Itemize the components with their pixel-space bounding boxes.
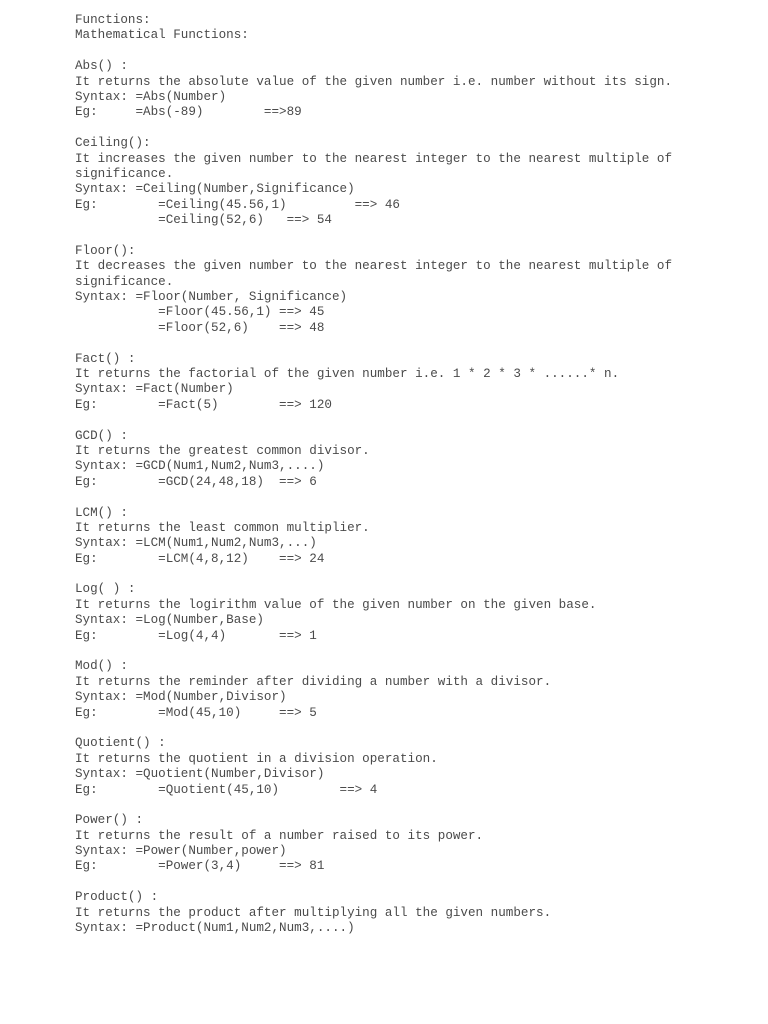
section-spacer [75,875,755,890]
function-text-line: Eg: =LCM(4,8,12) ==> 24 [75,551,325,566]
function-section [75,659,755,721]
function-text-line: significance. [75,274,174,289]
function-heading: Mod() : [75,659,128,674]
function-section [75,136,755,228]
function-text-line: Eg: =Abs(-89) ==>89 [75,105,302,120]
function-section [75,59,755,121]
function-text-line: Syntax: =Log(Number,Base) [75,613,264,628]
function-text-line: =Floor(52,6) ==> 48 [75,320,325,335]
function-text-line: =Floor(45.56,1) ==> 45 [75,305,325,320]
function-heading: Abs() : [75,59,128,74]
function-text-line: It returns the reminder after dividing a number with a divisor. [75,674,552,689]
function-text-line: Eg: =Mod(45,10) ==> 5 [75,705,317,720]
section-spacer [75,644,755,659]
function-section [75,582,755,644]
function-text-line: Syntax: =Product(Num1,Num2,Num3,....) [75,921,355,936]
function-sections [75,44,755,937]
function-heading: GCD() : [75,428,128,443]
function-text-line: It returns the quotient in a division operation. [75,751,438,766]
function-section [75,244,755,336]
function-text-line: It returns the result of a number raised to its power. [75,828,484,843]
function-text-line: Eg: =Fact(5) ==> 120 [75,397,332,412]
function-section [75,813,755,875]
section-spacer [75,567,755,582]
function-text-line: Eg: =Log(4,4) ==> 1 [75,628,317,643]
function-text-line: Syntax: =GCD(Num1,Num2,Num3,....) [75,459,325,474]
function-heading: Fact() : [75,351,136,366]
section-spacer [75,798,755,813]
function-text-line: It returns the factorial of the given number i.e. 1 * 2 * 3 * ......* n. [75,366,620,381]
function-text-line: It returns the greatest common divisor. [75,443,370,458]
section-spacer [75,721,755,736]
function-text-line: It increases the given number to the nearest integer to the nearest multiple of [75,151,673,166]
function-text-line: Eg: =GCD(24,48,18) ==> 6 [75,474,317,489]
function-text-line: significance. [75,166,174,181]
function-text-line: Syntax: =Floor(Number, Significance) [75,290,348,305]
function-heading: Log( ) : [75,582,136,597]
function-heading: Quotient() : [75,736,166,751]
function-text-line: It returns the least common multiplier. [75,520,370,535]
function-text-line: Syntax: =Fact(Number) [75,382,234,397]
function-section [75,429,755,491]
function-text-line: It decreases the given number to the nearest integer to the nearest multiple of [75,259,673,274]
section-spacer [75,413,755,428]
function-text-line: It returns the logirithm value of the given number on the given base. [75,597,597,612]
function-text-line: Eg: =Power(3,4) ==> 81 [75,859,325,874]
function-text-line: Eg: =Ceiling(45.56,1) ==> 46 [75,197,400,212]
section-spacer [75,121,755,136]
document-subtitle: Mathematical Functions: [75,28,249,43]
function-heading: Product() : [75,890,159,905]
function-section [75,736,755,798]
section-spacer [75,228,755,243]
function-text-line: Eg: =Quotient(45,10) ==> 4 [75,782,378,797]
function-heading: Floor(): [75,243,136,258]
function-text-line: Syntax: =Power(Number,power) [75,844,287,859]
function-text-line: Syntax: =Abs(Number) [75,89,227,104]
function-text-line: Syntax: =Mod(Number,Divisor) [75,690,287,705]
function-text-line: It returns the absolute value of the given number i.e. number without its sign. [75,74,673,89]
function-text-line: Syntax: =Quotient(Number,Divisor) [75,767,325,782]
section-spacer [75,490,755,505]
function-text-line: It returns the product after multiplying all the given numbers. [75,905,552,920]
function-heading: Ceiling(): [75,136,151,151]
function-text-line: Syntax: =LCM(Num1,Num2,Num3,...) [75,536,317,551]
document-page [75,13,755,936]
function-section [75,890,755,936]
section-spacer [75,336,755,351]
function-section [75,506,755,568]
function-heading: Power() : [75,813,144,828]
function-text-line: Syntax: =Ceiling(Number,Significance) [75,182,355,197]
function-section [75,352,755,414]
document-title: Functions: [75,13,151,27]
function-text-line: =Ceiling(52,6) ==> 54 [75,213,332,228]
section-spacer [75,44,755,59]
function-heading: LCM() : [75,505,128,520]
